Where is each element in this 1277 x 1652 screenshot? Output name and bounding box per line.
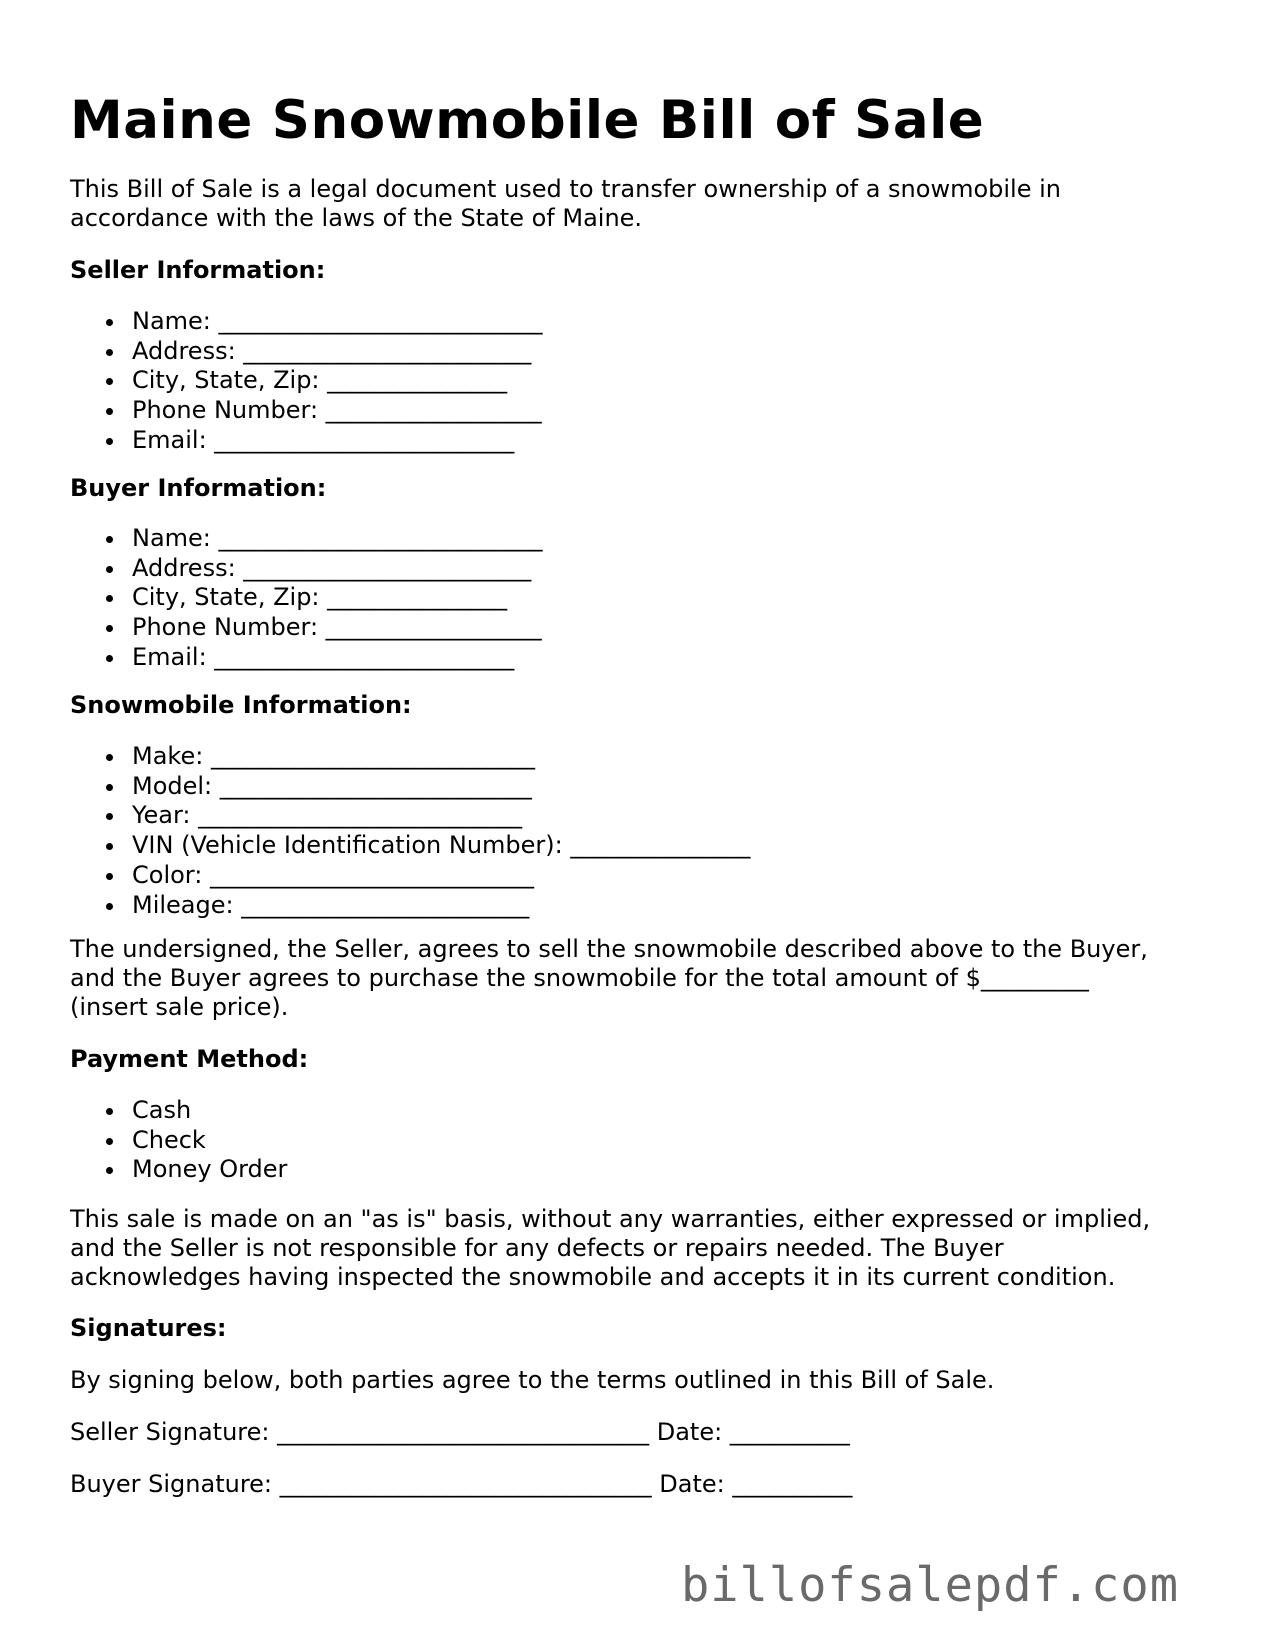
agreement-line-2[interactable]: and the Buyer agrees to purchase the snowmobile for the total amount of $_________ <box>70 964 1089 992</box>
snowmobile-model-field[interactable]: Model: __________________________ <box>70 772 750 802</box>
buyer-phone-field[interactable]: Phone Number: __________________ <box>70 613 543 643</box>
signatures-heading: Signatures: <box>70 1314 227 1342</box>
snowmobile-list <box>70 742 750 920</box>
intro-line-2: accordance with the laws of the State of Maine. <box>70 204 643 232</box>
intro-line-1: This Bill of Sale is a legal document used to transfer ownership of a snowmobile in <box>70 175 1061 203</box>
buyer-email-field[interactable]: Email: _________________________ <box>70 643 543 673</box>
snowmobile-year-field[interactable]: Year: ___________________________ <box>70 801 750 831</box>
signatures-intro: By signing below, both parties agree to the terms outlined in this Bill of Sale. <box>70 1366 995 1394</box>
buyer-list <box>70 524 543 673</box>
seller-address-field[interactable]: Address: ________________________ <box>70 337 543 367</box>
buyer-city-state-zip-field[interactable]: City, State, Zip: _______________ <box>70 583 543 613</box>
seller-phone-field[interactable]: Phone Number: __________________ <box>70 396 543 426</box>
snowmobile-color-field[interactable]: Color: ___________________________ <box>70 861 750 891</box>
seller-list <box>70 307 543 456</box>
seller-signature-line[interactable]: Seller Signature: _______________________________ Date: __________ <box>70 1418 850 1446</box>
snowmobile-mileage-field[interactable]: Mileage: ________________________ <box>70 891 750 921</box>
payment-list <box>70 1096 287 1185</box>
payment-heading: Payment Method: <box>70 1045 309 1073</box>
agreement-line-1: The undersigned, the Seller, agrees to sell the snowmobile described above to the Buyer, <box>70 935 1148 963</box>
seller-heading: Seller Information: <box>70 256 326 284</box>
document-title: Maine Snowmobile Bill of Sale <box>70 90 985 151</box>
payment-option-check[interactable]: Check <box>70 1126 287 1156</box>
payment-option-cash[interactable]: Cash <box>70 1096 287 1126</box>
watermark: billofsalepdf.com <box>680 1558 1179 1613</box>
payment-option-money-order[interactable]: Money Order <box>70 1155 287 1185</box>
snowmobile-heading: Snowmobile Information: <box>70 691 412 719</box>
buyer-name-field[interactable]: Name: ___________________________ <box>70 524 543 554</box>
as-is-line-1: This sale is made on an "as is" basis, without any warranties, either expressed or implied, <box>70 1205 1151 1233</box>
snowmobile-make-field[interactable]: Make: ___________________________ <box>70 742 750 772</box>
as-is-line-3: acknowledges having inspected the snowmobile and accepts it in its current condition. <box>70 1263 1116 1291</box>
buyer-heading: Buyer Information: <box>70 474 327 502</box>
as-is-line-2: and the Seller is not responsible for any defects or repairs needed. The Buyer <box>70 1234 1004 1262</box>
buyer-signature-line[interactable]: Buyer Signature: _______________________________ Date: __________ <box>70 1470 853 1498</box>
seller-email-field[interactable]: Email: _________________________ <box>70 426 543 456</box>
buyer-address-field[interactable]: Address: ________________________ <box>70 554 543 584</box>
agreement-line-3: (insert sale price). <box>70 993 289 1021</box>
snowmobile-vin-field[interactable]: VIN (Vehicle Identification Number): _______________ <box>70 831 750 861</box>
seller-city-state-zip-field[interactable]: City, State, Zip: _______________ <box>70 366 543 396</box>
seller-name-field[interactable]: Name: ___________________________ <box>70 307 543 337</box>
